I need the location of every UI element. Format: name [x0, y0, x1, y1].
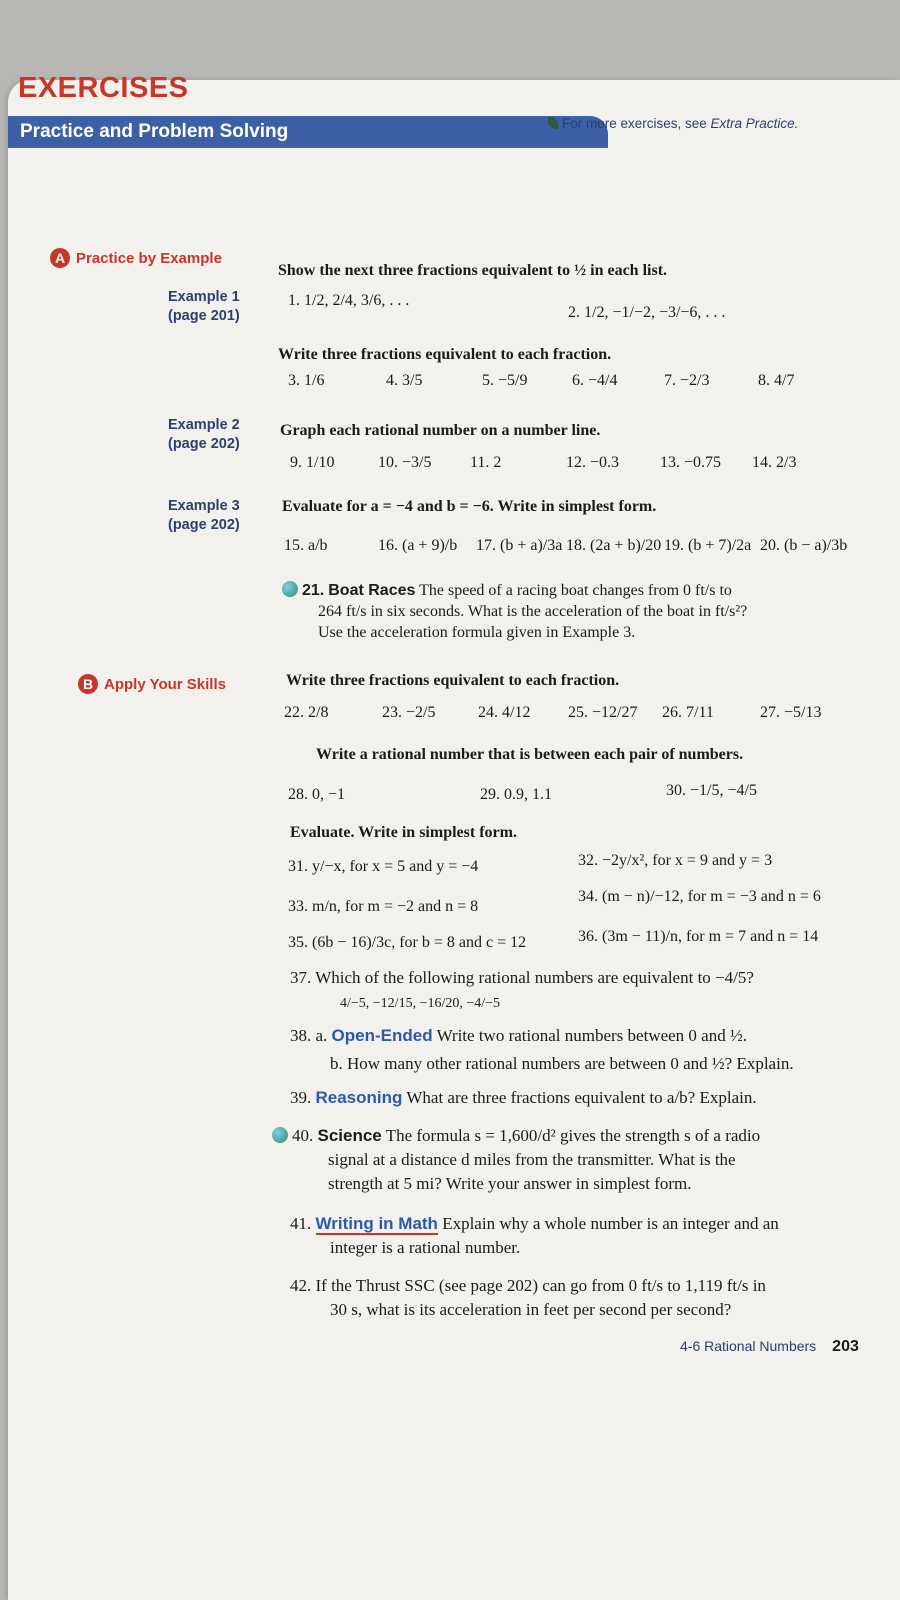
problem-28: 28. 0, −1 [288, 786, 346, 803]
example-3-ref: Example 3 (page 202) [168, 498, 240, 533]
problem-23: 23. −2/5 [382, 704, 436, 721]
extra-practice-link[interactable]: Extra Practice. [710, 116, 799, 131]
problem-2: 2. 1/2, −1/−2, −3/−6, . . . [568, 304, 726, 321]
problem-39: 39. Reasoning What are three fractions equivalent to a/b? Explain. [290, 1088, 757, 1107]
problem-8: 8. 4/7 [758, 372, 795, 389]
problem-18: 18. (2a + b)/20 [566, 537, 662, 554]
problem-25: 25. −12/27 [568, 704, 638, 721]
problem-38a: 38. a. Open-Ended Write two rational numbers between 0 and ½. [290, 1026, 747, 1045]
problem-41: 41. Writing in Math Explain why a whole number is an integer and an integer is a rational number. [290, 1214, 779, 1257]
problem-7: 7. −2/3 [664, 372, 710, 389]
direction-b-three-fractions: Write three fractions equivalent to each fraction. [286, 672, 620, 689]
problem-26: 26. 7/11 [662, 704, 714, 721]
problem-22: 22. 2/8 [284, 704, 329, 721]
extra-practice-note: For more exercises, see Extra Practice. [548, 116, 798, 131]
page-footer [680, 1338, 859, 1356]
direction-b-evaluate: Evaluate. Write in simplest form. [290, 824, 517, 841]
section-band: Practice and Problem Solving [8, 116, 608, 148]
problem-6: 6. −4/4 [572, 372, 618, 389]
direction-evaluate: Evaluate for a = −4 and b = −6. Write in simplest form. [282, 498, 657, 515]
problem-38b: b. How many other rational numbers are between 0 and ½? Explain. [330, 1054, 794, 1073]
example-1-ref: Example 1 (page 201) [168, 289, 240, 324]
problem-13: 13. −0.75 [660, 454, 722, 471]
section-a-label: A Practice by Example [50, 248, 222, 268]
problem-14: 14. 2/3 [752, 454, 797, 471]
problem-29: 29. 0.9, 1.1 [480, 786, 552, 803]
section-b-badge: B [78, 674, 98, 694]
page-number: 203 [832, 1338, 859, 1355]
problem-20: 20. (b − a)/3b [760, 537, 848, 554]
problem-24: 24. 4/12 [478, 704, 531, 721]
footer-section-title: 4-6 Rational Numbers [680, 1338, 817, 1354]
problem-5: 5. −5/9 [482, 372, 528, 389]
problem-11: 11. 2 [470, 454, 502, 471]
problem-3: 3. 1/6 [288, 372, 325, 389]
problem-9: 9. 1/10 [290, 454, 335, 471]
direction-three-fractions: Write three fractions equivalent to each fraction. [278, 346, 612, 363]
problem-31: 31. y/−x, for x = 5 and y = −4 [288, 858, 479, 875]
direction-equivalent-half: Show the next three fractions equivalent to ½ in each list. [278, 262, 668, 279]
problem-35: 35. (6b − 16)/3c, for b = 8 and c = 12 [288, 934, 527, 951]
problem-15: 15. a/b [284, 537, 328, 554]
globe-icon [272, 1127, 288, 1143]
problem-16: 16. (a + 9)/b [378, 537, 458, 554]
problem-27: 27. −5/13 [760, 704, 822, 721]
problem-30: 30. −1/5, −4/5 [666, 782, 757, 799]
problem-40: 40. Science The formula s = 1,600/d² gives the strength s of a radio signal at a distance d miles from the transmitter. What is the strength at 5 mi? Write your answer in simplest form. [272, 1124, 760, 1196]
problem-37-options: 4/−5, −12/15, −16/20, −4/−5 [340, 996, 501, 1011]
problem-37: 37. Which of the following rational numbers are equivalent to −4/5? [290, 968, 754, 987]
problem-10: 10. −3/5 [378, 454, 432, 471]
problem-4: 4. 3/5 [386, 372, 423, 389]
globe-icon [282, 581, 298, 597]
problem-12: 12. −0.3 [566, 454, 620, 471]
exercises-heading: EXERCISES [18, 72, 189, 104]
problem-34: 34. (m − n)/−12, for m = −3 and n = 6 [578, 888, 821, 905]
problem-32: 32. −2y/x², for x = 9 and y = 3 [578, 852, 773, 869]
problem-33: 33. m/n, for m = −2 and n = 8 [288, 898, 479, 915]
direction-between: Write a rational number that is between each pair of numbers. [316, 746, 744, 763]
section-b-label: B Apply Your Skills [78, 674, 226, 694]
direction-graph: Graph each rational number on a number line. [280, 422, 601, 439]
section-a-badge: A [50, 248, 70, 268]
problem-19: 19. (b + 7)/2a [664, 537, 752, 554]
problem-21: 21. Boat Races The speed of a racing boat changes from 0 ft/s to 264 ft/s in six seconds. What is the acceleration of the boat in ft/s²? Use the acceleration formula given in Example 3. [282, 580, 747, 643]
example-2-ref: Example 2 (page 202) [168, 417, 240, 452]
problem-42: 42. If the Thrust SSC (see page 202) can go from 0 ft/s to 1,119 ft/s in 30 s, what is its acceleration in feet per second per second? [290, 1276, 766, 1319]
problem-1: 1. 1/2, 2/4, 3/6, . . . [288, 292, 410, 309]
leaf-icon [548, 117, 558, 129]
problem-36: 36. (3m − 11)/n, for m = 7 and n = 14 [578, 928, 819, 945]
problem-17: 17. (b + a)/3a [476, 537, 563, 554]
